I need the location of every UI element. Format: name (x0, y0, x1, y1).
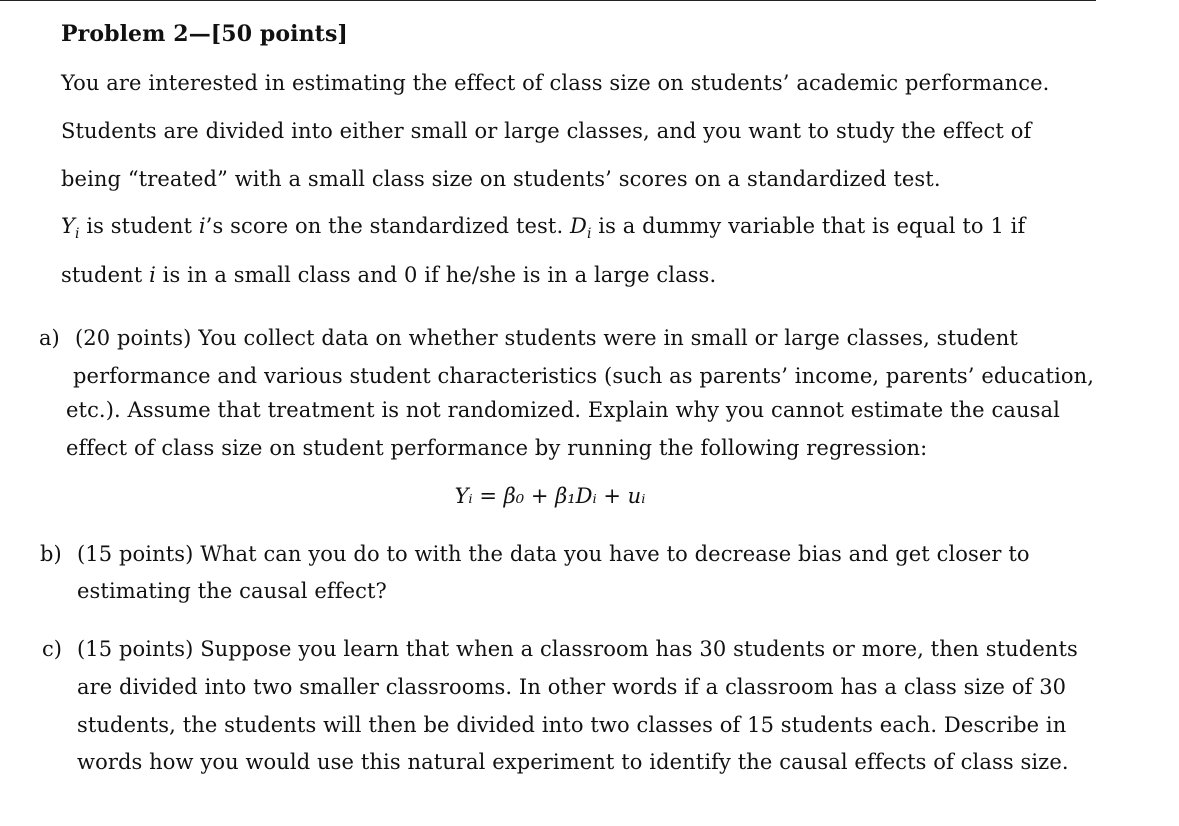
intro-text-a: is student (79, 214, 199, 238)
var-d-sub: i (586, 226, 592, 243)
regression-equation: Yᵢ = β₀ + β₁Dᵢ + uᵢ (454, 484, 646, 508)
intro-line-4 (61, 213, 1025, 247)
problem-title: Problem 2—[50 points] (61, 21, 348, 47)
part-c-line-3: students, the students will then be divided into two classes of 15 students each. Describe in (77, 713, 1067, 737)
part-a-line-1: (20 points) You collect data on whether students were in small or large classes, student (75, 326, 1018, 350)
intro-line-2: Students are divided into either small or large classes, and you want to study the effect of (61, 119, 1032, 143)
intro-line5-i: i (149, 263, 156, 287)
part-c-label: c) (42, 637, 62, 661)
part-b-line-2: estimating the causal effect? (77, 579, 387, 603)
part-b-line-1: (15 points) What can you do to with the data you have to decrease bias and get closer to (77, 542, 1030, 566)
var-d: D (570, 214, 587, 238)
top-rule (0, 0, 1096, 1)
part-c-line-1: (15 points) Suppose you learn that when a classroom has 30 students or more, then students (77, 637, 1078, 661)
part-b-label: b) (40, 542, 62, 566)
part-c-line-4: words how you would use this natural experiment to identify the causal effects of class size. (77, 750, 1069, 774)
intro-line5-a: student (61, 263, 150, 287)
part-a-line-4: effect of class size on student performance by running the following regression: (66, 436, 928, 460)
part-a-line-3: etc.). Assume that treatment is not randomized. Explain why you cannot estimate the causal (66, 398, 1060, 422)
intro-line-5 (61, 262, 716, 288)
part-c-line-2: are divided into two smaller classrooms. In other words if a classroom has a class size of 30 (77, 675, 1067, 699)
intro-line-3: being “treated” with a small class size on students’ scores on a standardized test. (61, 167, 941, 191)
intro-text-c: ’s score on the standardized test. (205, 214, 570, 238)
part-a-label: a) (39, 326, 60, 350)
intro-line-1: You are interested in estimating the effect of class size on students’ academic performance. (61, 71, 1050, 95)
intro-line5-c: is in a small class and 0 if he/she is in a large class. (155, 263, 717, 287)
var-i: i (198, 214, 206, 238)
var-y: Y (61, 214, 75, 238)
part-a-line-2: performance and various student characteristics (such as parents’ income, parents’ education, (73, 364, 1095, 388)
var-y-sub: i (74, 226, 80, 243)
intro-text-e: is a dummy variable that is equal to 1 if (591, 214, 1026, 238)
